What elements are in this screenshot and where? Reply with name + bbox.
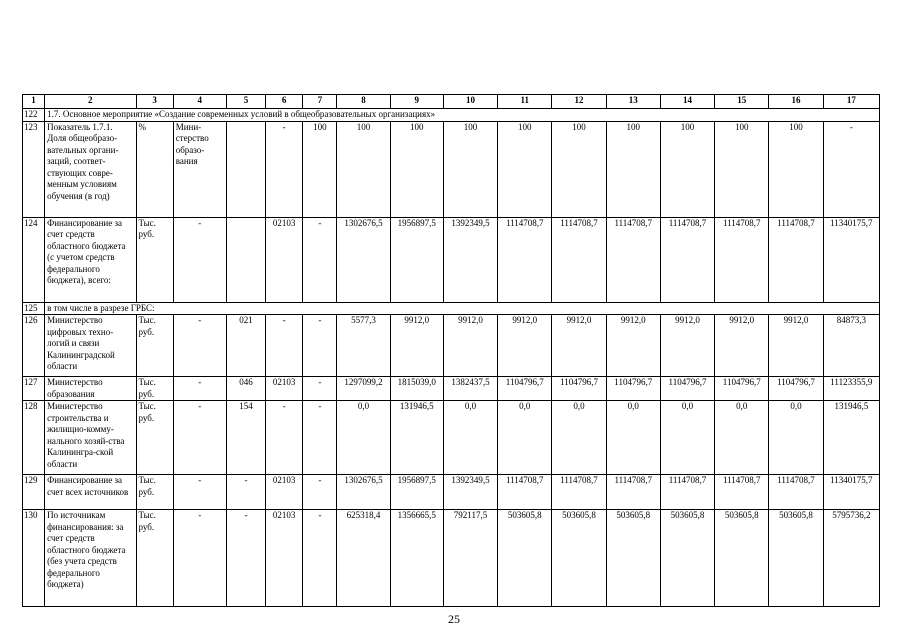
row-number: 126 — [23, 315, 45, 377]
value-cell: 0,0 — [769, 401, 823, 475]
grbs-code-cell: 046 — [226, 377, 265, 401]
subsection-row — [23, 302, 880, 315]
unit-cell: Тыс. руб. — [136, 475, 173, 510]
page-number: 25 — [448, 612, 460, 626]
value-cell: 100 — [769, 121, 823, 217]
indicator-name: Министерство цифровых техно-логий и связи Калининградской области — [45, 315, 136, 377]
responsible-cell: - — [173, 401, 226, 475]
program-code-cell: 02103 — [266, 475, 303, 510]
row-number: 130 — [23, 510, 45, 607]
base-value-cell: - — [303, 377, 337, 401]
column-number-header: 16 — [769, 95, 823, 109]
responsible-cell: - — [173, 315, 226, 377]
value-cell: 9912,0 — [660, 315, 714, 377]
value-cell: 11340175,7 — [823, 475, 879, 510]
grbs-code-cell: 154 — [226, 401, 265, 475]
value-cell: 5577,3 — [337, 315, 390, 377]
value-cell: 503605,8 — [660, 510, 714, 607]
value-cell: 1114708,7 — [715, 217, 769, 302]
table-row — [23, 121, 880, 217]
table-row — [23, 510, 880, 607]
value-cell: 1392349,5 — [443, 217, 497, 302]
column-number-header: 7 — [303, 95, 337, 109]
value-cell: 0,0 — [715, 401, 769, 475]
value-cell: 503605,8 — [769, 510, 823, 607]
column-number-header: 13 — [606, 95, 660, 109]
section-title: в том числе в разрезе ГРБС: — [45, 302, 880, 315]
value-cell: 9912,0 — [769, 315, 823, 377]
column-number-header: 12 — [552, 95, 606, 109]
value-cell: 503605,8 — [715, 510, 769, 607]
value-cell: 100 — [337, 121, 390, 217]
program-code-cell: 02103 — [266, 217, 303, 302]
column-number-header: 14 — [660, 95, 714, 109]
column-number-header: 3 — [136, 95, 173, 109]
value-cell: 1114708,7 — [660, 217, 714, 302]
indicator-name: Показатель 1.7.1. Доля общеобразо-вательных органи-заций, соответ-ствующих совре-менным условиям обучения (в год) — [45, 121, 136, 217]
value-cell: 0,0 — [606, 401, 660, 475]
section-row — [23, 109, 880, 122]
indicator-name: Финансирование за счет всех источников — [45, 475, 136, 510]
value-cell: 100 — [390, 121, 443, 217]
unit-cell: Тыс. руб. — [136, 217, 173, 302]
column-number-header: 8 — [337, 95, 390, 109]
column-number-header: 10 — [443, 95, 497, 109]
base-value-cell: - — [303, 475, 337, 510]
table-row — [23, 475, 880, 510]
base-value-cell: 100 — [303, 121, 337, 217]
budget-table — [22, 94, 880, 607]
value-cell: 503605,8 — [606, 510, 660, 607]
value-cell: 9912,0 — [715, 315, 769, 377]
value-cell: 503605,8 — [498, 510, 552, 607]
value-cell: 131946,5 — [390, 401, 443, 475]
value-cell: 1114708,7 — [606, 475, 660, 510]
value-cell: 1356665,5 — [390, 510, 443, 607]
value-cell: 100 — [606, 121, 660, 217]
program-code-cell: 02103 — [266, 510, 303, 607]
program-code-cell: - — [266, 121, 303, 217]
value-cell: 5795736,2 — [823, 510, 879, 607]
value-cell: 1302676,5 — [337, 217, 390, 302]
value-cell: 625318,4 — [337, 510, 390, 607]
base-value-cell: - — [303, 510, 337, 607]
program-code-cell: - — [266, 315, 303, 377]
unit-cell: Тыс. руб. — [136, 377, 173, 401]
row-number: 127 — [23, 377, 45, 401]
row-number: 129 — [23, 475, 45, 510]
value-cell: 1104796,7 — [552, 377, 606, 401]
grbs-code-cell — [226, 121, 265, 217]
column-number-header: 17 — [823, 95, 879, 109]
value-cell: 1114708,7 — [769, 475, 823, 510]
unit-cell: Тыс. руб. — [136, 401, 173, 475]
value-cell: 1956897,5 — [390, 217, 443, 302]
indicator-name: Министерство строительства и жилищно-комму-нального хозяй-ства Калинингра-ской области — [45, 401, 136, 475]
value-cell: 1104796,7 — [769, 377, 823, 401]
value-cell: 9912,0 — [443, 315, 497, 377]
value-cell: 1382437,5 — [443, 377, 497, 401]
column-number-header: 15 — [715, 95, 769, 109]
header-row — [23, 95, 880, 109]
value-cell: 503605,8 — [552, 510, 606, 607]
value-cell: 0,0 — [660, 401, 714, 475]
unit-cell: % — [136, 121, 173, 217]
responsible-cell: - — [173, 217, 226, 302]
value-cell: 11340175,7 — [823, 217, 879, 302]
table-row — [23, 217, 880, 302]
table-row — [23, 377, 880, 401]
indicator-name: Финансирование за счет средств областного бюджета (с учетом средств федерального бюджета), всего: — [45, 217, 136, 302]
grbs-code-cell: - — [226, 510, 265, 607]
value-cell: 1104796,7 — [715, 377, 769, 401]
value-cell: 100 — [552, 121, 606, 217]
value-cell: 1956897,5 — [390, 475, 443, 510]
table-row — [23, 315, 880, 377]
value-cell: 792117,5 — [443, 510, 497, 607]
value-cell: 1114708,7 — [552, 475, 606, 510]
value-cell: 131946,5 — [823, 401, 879, 475]
value-cell: 0,0 — [337, 401, 390, 475]
column-number-header: 4 — [173, 95, 226, 109]
grbs-code-cell — [226, 217, 265, 302]
unit-cell: Тыс. руб. — [136, 510, 173, 607]
grbs-code-cell: 021 — [226, 315, 265, 377]
table-row — [23, 401, 880, 475]
grbs-code-cell: - — [226, 475, 265, 510]
value-cell: 9912,0 — [498, 315, 552, 377]
row-number: 128 — [23, 401, 45, 475]
responsible-cell: Мини-стерство образо-вания — [173, 121, 226, 217]
base-value-cell: - — [303, 401, 337, 475]
value-cell: 1114708,7 — [498, 475, 552, 510]
value-cell: 1114708,7 — [660, 475, 714, 510]
column-number-header: 1 — [23, 95, 45, 109]
column-number-header: 2 — [45, 95, 136, 109]
value-cell: 1104796,7 — [498, 377, 552, 401]
value-cell: 1815039,0 — [390, 377, 443, 401]
row-number: 122 — [23, 109, 45, 122]
value-cell: 1114708,7 — [769, 217, 823, 302]
column-number-header: 5 — [226, 95, 265, 109]
base-value-cell: - — [303, 217, 337, 302]
responsible-cell: - — [173, 510, 226, 607]
column-number-header: 6 — [266, 95, 303, 109]
program-code-cell: 02103 — [266, 377, 303, 401]
value-cell: 1392349,5 — [443, 475, 497, 510]
value-cell: 0,0 — [443, 401, 497, 475]
value-cell: 9912,0 — [552, 315, 606, 377]
value-cell: - — [823, 121, 879, 217]
value-cell: 1297099,2 — [337, 377, 390, 401]
value-cell: 100 — [443, 121, 497, 217]
value-cell: 9912,0 — [390, 315, 443, 377]
row-number: 123 — [23, 121, 45, 217]
value-cell: 0,0 — [552, 401, 606, 475]
responsible-cell: - — [173, 475, 226, 510]
program-code-cell: - — [266, 401, 303, 475]
unit-cell: Тыс. руб. — [136, 315, 173, 377]
value-cell: 100 — [715, 121, 769, 217]
value-cell: 1114708,7 — [715, 475, 769, 510]
value-cell: 1302676,5 — [337, 475, 390, 510]
value-cell: 9912,0 — [606, 315, 660, 377]
value-cell: 0,0 — [498, 401, 552, 475]
row-number: 124 — [23, 217, 45, 302]
column-number-header: 9 — [390, 95, 443, 109]
base-value-cell: - — [303, 315, 337, 377]
row-number: 125 — [23, 302, 45, 315]
value-cell: 1104796,7 — [660, 377, 714, 401]
section-title: 1.7. Основное мероприятие «Создание современных условий в общеобразовательных организациях» — [45, 109, 880, 122]
value-cell: 100 — [660, 121, 714, 217]
responsible-cell: - — [173, 377, 226, 401]
value-cell: 1114708,7 — [552, 217, 606, 302]
indicator-name: По источникам финансирования: за счет средств областного бюджета (без учета средств федерального бюджета) — [45, 510, 136, 607]
value-cell: 84873,3 — [823, 315, 879, 377]
value-cell: 1114708,7 — [498, 217, 552, 302]
value-cell: 1104796,7 — [606, 377, 660, 401]
indicator-name: Министерство образования — [45, 377, 136, 401]
value-cell: 1114708,7 — [606, 217, 660, 302]
column-number-header: 11 — [498, 95, 552, 109]
value-cell: 11123355,9 — [823, 377, 879, 401]
value-cell: 100 — [498, 121, 552, 217]
